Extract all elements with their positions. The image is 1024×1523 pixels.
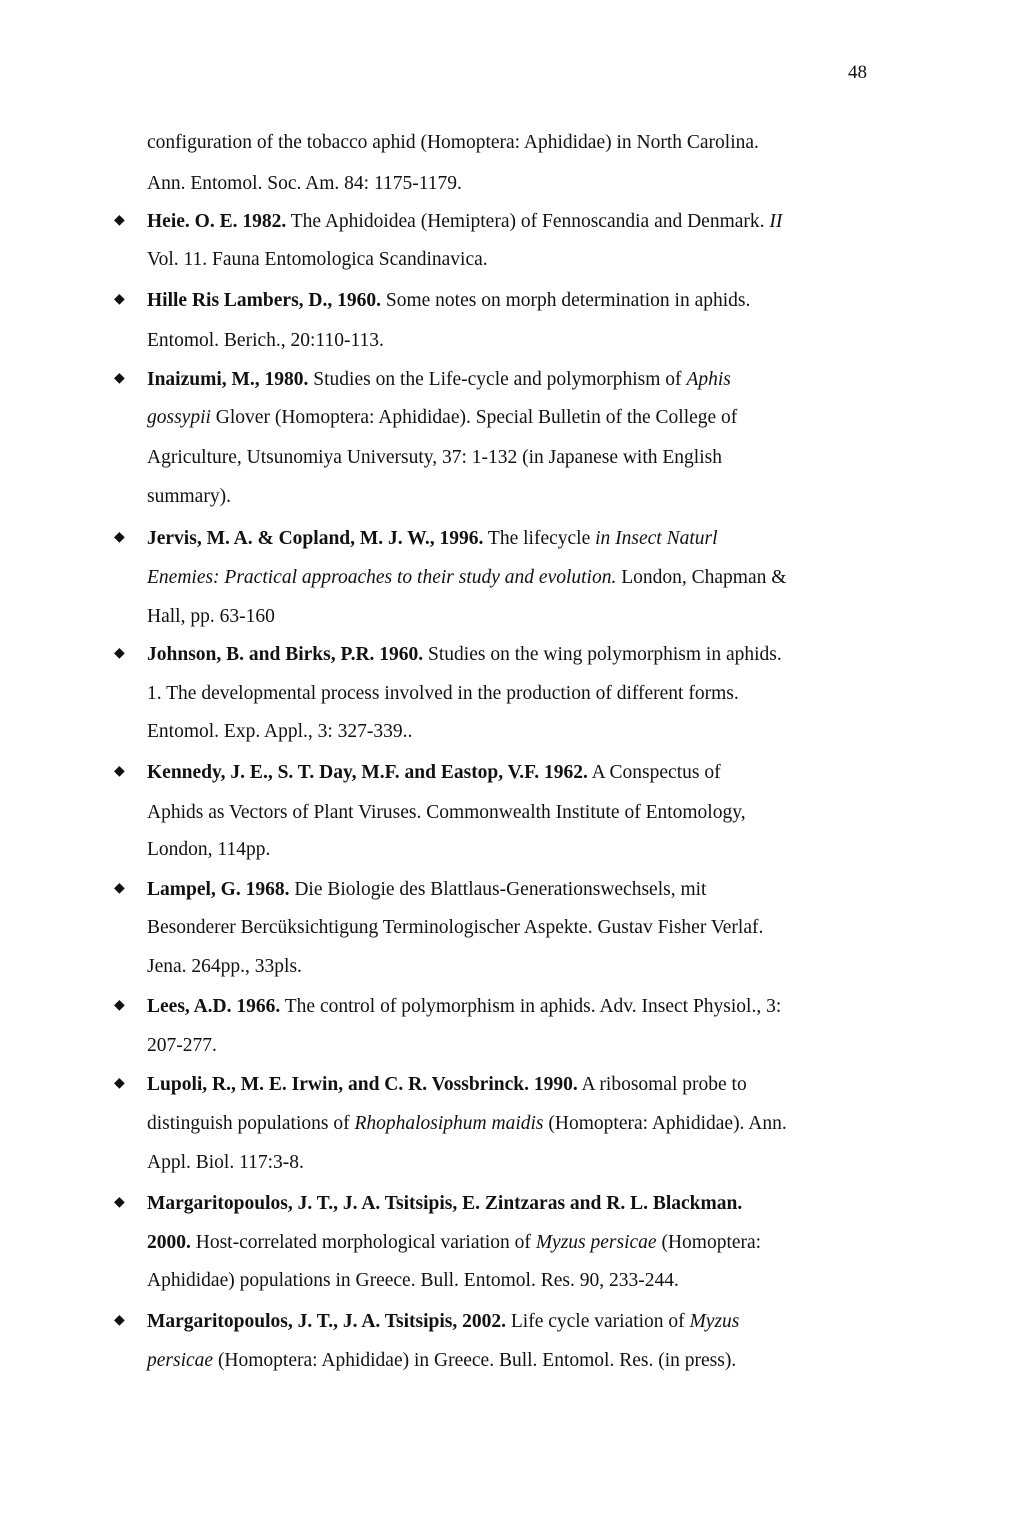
diamond-bullet-icon: ◆ [114,530,125,545]
page-number: 48 [848,62,867,83]
title-italic: Enemies: Practical approaches to their study and evolution. [147,567,617,588]
entry-3-line-4: summary). [147,486,231,507]
entry-11-line-2 [147,1351,736,1371]
citation-text: A Conspectus of [587,762,721,783]
entry-8-line-2: 207-277. [147,1035,217,1056]
entry-2-line-2: Entomol. Berich., 20:110-113. [147,330,384,351]
diamond-bullet-icon: ◆ [114,881,125,896]
author-name: Inaizumi, M., 1980. [147,369,309,390]
citation-text: A ribosomal probe to [577,1074,747,1095]
diamond-bullet-icon: ◆ [114,646,125,661]
citation-text: The lifecycle [483,528,596,549]
diamond-bullet-icon: ◆ [114,292,125,307]
citation-text: Studies on the Life-cycle and polymorphism of [308,369,687,390]
entry-4-line-3: Hall, pp. 63-160 [147,606,275,627]
species-italic: gossypii [147,407,211,428]
entry-0-line-2: Ann. Entomol. Soc. Am. 84: 1175-1179. [147,173,462,194]
entry-2-line-1 [147,291,750,311]
entry-4-line-2 [147,568,786,588]
entry-5-line-1 [147,645,782,665]
entry-5-line-2: 1. The developmental process involved in the production of different forms. [147,683,739,704]
entry-6-line-2: Aphids as Vectors of Plant Viruses. Commonwealth Institute of Entomology, [147,802,746,823]
diamond-bullet-icon: ◆ [114,1195,125,1210]
entry-10-line-3: Aphididae) populations in Greece. Bull. Entomol. Res. 90, 233-244. [147,1270,679,1291]
entry-10-line-2 [147,1233,761,1253]
author-name: Lupoli, R., M. E. Irwin, and C. R. Vossbrinck. 1990. [147,1074,578,1095]
entry-11-line-1 [147,1312,739,1332]
entry-6-line-1 [147,763,721,783]
year-bold: 2000. [147,1232,191,1253]
species-italic: Myzus persicae [535,1232,657,1253]
author-name: Jervis, M. A. & Copland, M. J. W., 1996. [147,528,484,549]
entry-3-line-1 [147,370,731,390]
volume-italic: II [769,211,783,232]
citation-text: Some notes on morph determination in aphids. [381,290,751,311]
entry-3-line-3: Agriculture, Utsunomiya Universuty, 37: 1-132 (in Japanese with English [147,447,722,468]
entry-8-line-1 [147,997,781,1017]
entry-7-line-3: Jena. 264pp., 33pls. [147,956,302,977]
entry-7-line-1 [147,880,706,900]
entry-3-line-2 [147,408,737,428]
author-name: Margaritopoulos, J. T., J. A. Tsitsipis, 2002. [147,1311,507,1332]
citation-text: (Homoptera: Aphididae) in Greece. Bull. Entomol. Res. (in press). [213,1350,737,1371]
entry-0-line-1: configuration of the tobacco aphid (Homoptera: Aphididae) in North Carolina. [147,132,759,153]
species-italic: Rhophalosiphum maidis [354,1113,544,1134]
diamond-bullet-icon: ◆ [114,1076,125,1091]
author-name: Johnson, B. and Birks, P.R. 1960. [147,644,424,665]
species-italic: Myzus [689,1311,740,1332]
citation-text: (Homoptera: [656,1232,762,1253]
author-name: Kennedy, J. E., S. T. Day, M.F. and Eastop, V.F. 1962. [147,762,588,783]
citation-text: Die Biologie des Blattlaus-Generationswechsels, mit [289,879,707,900]
entry-10-line-1 [147,1194,742,1214]
entry-1-line-2: Vol. 11. Fauna Entomologica Scandinavica. [147,249,488,270]
citation-text: Studies on the wing polymorphism in aphids. [423,644,782,665]
diamond-bullet-icon: ◆ [114,371,125,386]
entry-9-line-3: Appl. Biol. 117:3-8. [147,1152,304,1173]
diamond-bullet-icon: ◆ [114,998,125,1013]
entry-9-line-2 [147,1114,787,1134]
author-name: Lampel, G. 1968. [147,879,290,900]
diamond-bullet-icon: ◆ [114,1313,125,1328]
entry-9-line-1 [147,1075,747,1095]
citation-text: (Homoptera: Aphididae). Ann. [543,1113,787,1134]
species-italic: persicae [147,1350,214,1371]
author-name: Margaritopoulos, J. T., J. A. Tsitsipis, E. Zintzaras and R. L. Blackman. [147,1193,743,1214]
diamond-bullet-icon: ◆ [114,213,125,228]
species-italic: Aphis [686,369,731,390]
citation-text: The control of polymorphism in aphids. Adv. Insect Physiol., 3: [280,996,782,1017]
citation-text: The Aphidoidea (Hemiptera) of Fennoscandia and Denmark. [286,211,770,232]
title-italic: in Insect Naturl [595,528,718,549]
entry-1-line-1 [147,212,782,232]
author-name: Heie. O. E. 1982. [147,211,287,232]
citation-text: distinguish populations of [147,1113,355,1134]
diamond-bullet-icon: ◆ [114,764,125,779]
citation-text: Glover (Homoptera: Aphididae). Special Bulletin of the College of [210,407,738,428]
citation-text: Life cycle variation of [506,1311,690,1332]
entry-7-line-2: Besonderer Bercüksichtigung Terminologischer Aspekte. Gustav Fisher Verlaf. [147,917,764,938]
author-name: Hille Ris Lambers, D., 1960. [147,290,381,311]
entry-6-line-3: London, 114pp. [147,839,271,860]
citation-text: London, Chapman & [616,567,787,588]
entry-4-line-1 [147,529,718,549]
citation-text: Host-correlated morphological variation of [190,1232,536,1253]
author-name: Lees, A.D. 1966. [147,996,281,1017]
entry-5-line-3: Entomol. Exp. Appl., 3: 327-339.. [147,721,413,742]
